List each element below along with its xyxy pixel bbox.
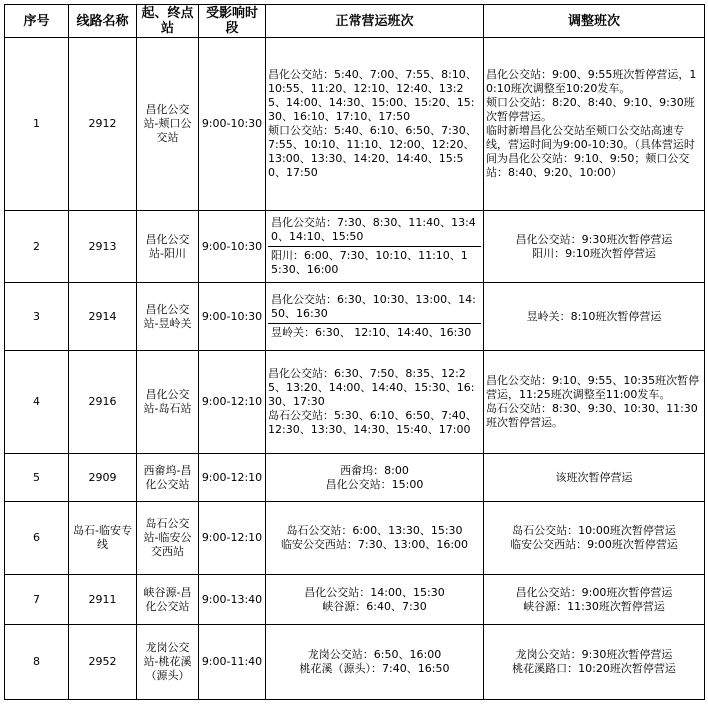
period-cell: 9:00-12:10 bbox=[199, 351, 266, 454]
adjusted-schedule-line: 昌化公交站：9:00班次暂停营运 bbox=[515, 585, 673, 599]
adjusted-schedule-line: 临时新增昌化公交站至颊口公交站高速专线，营运时间为9:00-10:30。（具体营运时间为昌化公交站：9:10、9:50；颊口公交站：8:40、9:20、10:00） bbox=[486, 124, 695, 179]
stops-cell: 昌化公交站-阳川 bbox=[137, 211, 199, 283]
period-cell: 9:00-13:40 bbox=[199, 575, 266, 625]
adjusted-schedule-line: 昌化公交站：9:00、9:55班次暂停营运，10:10班次调整至10:20发车。 bbox=[486, 68, 697, 95]
adjusted-schedule-line: 昌化公交站：9:10、9:55、10:35班次暂停营运，11:25班次调整至11:00发车。 bbox=[486, 374, 700, 401]
normal-schedule-cell bbox=[266, 351, 484, 454]
period-cell: 9:00-10:30 bbox=[199, 283, 266, 351]
period-cell: 9:00-11:40 bbox=[199, 625, 266, 700]
adjusted-schedule-cell bbox=[484, 351, 705, 454]
route-cell: 2911 bbox=[69, 575, 137, 625]
seq-cell: 2 bbox=[5, 211, 69, 283]
normal-schedule-line: 阳川：6:00、7:30、10:10、11:10、15:30、16:00 bbox=[268, 246, 481, 279]
table-row bbox=[5, 625, 705, 700]
adjusted-schedule-cell bbox=[484, 38, 705, 211]
adjusted-schedule-line: 桃花溪路口：10:20班次暂停营运 bbox=[512, 662, 676, 675]
adjusted-schedule-line: 昱岭关：8:10班次暂停营运 bbox=[526, 309, 662, 323]
normal-schedule-cell bbox=[266, 283, 484, 351]
adjusted-schedule-cell bbox=[484, 283, 705, 351]
period-cell: 9:00-12:10 bbox=[199, 454, 266, 502]
seq-cell: 8 bbox=[5, 625, 69, 700]
adjusted-schedule-line: 阳川：9:10班次暂停营运 bbox=[532, 246, 656, 260]
stops-cell: 岛石公交站-临安公交西站 bbox=[137, 502, 199, 575]
normal-schedule-line: 西畲坞：8:00 bbox=[340, 463, 409, 477]
schedule-table bbox=[4, 4, 705, 700]
normal-schedule-line: 龙岗公交站：6:50、16:00 bbox=[307, 648, 442, 661]
stops-cell: 龙岗公交站-桃花溪（源头） bbox=[137, 625, 199, 700]
route-cell: 2916 bbox=[69, 351, 137, 454]
header-normal: 正常营运班次 bbox=[266, 5, 484, 38]
adjusted-schedule-line: 该班次暂停营运 bbox=[555, 470, 633, 484]
normal-schedule-cell bbox=[266, 575, 484, 625]
adjusted-schedule-cell bbox=[484, 575, 705, 625]
seq-cell: 3 bbox=[5, 283, 69, 351]
stops-cell: 昌化公交站-昱岭关 bbox=[137, 283, 199, 351]
header-row bbox=[5, 5, 705, 38]
table-row bbox=[5, 575, 705, 625]
normal-schedule-line: 昌化公交站：15:00 bbox=[325, 477, 424, 491]
seq-cell: 4 bbox=[5, 351, 69, 454]
seq-cell: 6 bbox=[5, 502, 69, 575]
header-seq: 序号 bbox=[5, 5, 69, 38]
normal-schedule-cell bbox=[266, 211, 484, 283]
period-cell: 9:00-10:30 bbox=[199, 38, 266, 211]
header-stops: 起、终点站 bbox=[137, 5, 199, 38]
table-row bbox=[5, 38, 705, 211]
adjusted-schedule-line: 峡谷源：11:30班次暂停营运 bbox=[523, 599, 665, 613]
route-cell: 2952 bbox=[69, 625, 137, 700]
stops-cell: 昌化公交站-岛石站 bbox=[137, 351, 199, 454]
normal-schedule-line: 昱岭关：6:30、 12:10、14:40、16:30 bbox=[268, 323, 481, 342]
header-period: 受影响时段 bbox=[199, 5, 266, 38]
normal-schedule-cell bbox=[266, 38, 484, 211]
seq-cell: 5 bbox=[5, 454, 69, 502]
seq-cell: 1 bbox=[5, 38, 69, 211]
normal-schedule-line: 昌化公交站：6:30、7:50、8:35、12:25、13:20、14:00、14:40、15:30、16:30、17:30 bbox=[268, 367, 475, 408]
normal-schedule-cell bbox=[266, 502, 484, 575]
header-route: 线路名称 bbox=[69, 5, 137, 38]
adjusted-schedule-line: 岛石公交站：10:00班次暂停营运 bbox=[512, 524, 676, 537]
route-cell: 2913 bbox=[69, 211, 137, 283]
table-row bbox=[5, 351, 705, 454]
header-adjust: 调整班次 bbox=[484, 5, 705, 38]
table-row bbox=[5, 502, 705, 575]
adjusted-schedule-line: 龙岗公交站：9:30班次暂停营运 bbox=[515, 648, 673, 661]
normal-schedule-line: 颊口公交站：5:40、6:10、6:50、7:30、7:55、10:10、11:10、12:00、12:20、13:00、13:30、14:20、14:40、15:50、17:50 bbox=[268, 124, 477, 179]
adjusted-schedule-line: 临安公交西站：9:00班次暂停营运 bbox=[510, 538, 678, 551]
stops-cell: 昌化公交站-颊口公交站 bbox=[137, 38, 199, 211]
normal-schedule-line: 峡谷源：6:40、7:30 bbox=[322, 599, 427, 613]
adjusted-schedule-line: 岛石公交站：8:30、9:30、10:30、11:30班次暂停营运。 bbox=[486, 402, 698, 429]
normal-schedule-line: 昌化公交站：5:40、7:00、7:55、8:10、10:55、11:20、12:10、12:40、13:25、14:00、14:30、15:00、15:20、15:30、16:10、17:10、17:50 bbox=[268, 68, 477, 123]
route-cell: 2914 bbox=[69, 283, 137, 351]
stops-cell: 峡谷源-昌化公交站 bbox=[137, 575, 199, 625]
normal-schedule-line: 昌化公交站：6:30、10:30、13:00、14:50、16:30 bbox=[271, 293, 476, 320]
normal-schedule-line: 桃花溪（源头）：7:40、16:50 bbox=[299, 662, 450, 675]
period-cell: 9:00-12:10 bbox=[199, 502, 266, 575]
adjusted-schedule-cell bbox=[484, 502, 705, 575]
adjusted-schedule-cell bbox=[484, 454, 705, 502]
table-row bbox=[5, 454, 705, 502]
route-cell: 岛石-临安专线 bbox=[69, 502, 137, 575]
route-cell: 2912 bbox=[69, 38, 137, 211]
normal-schedule-cell bbox=[266, 625, 484, 700]
normal-schedule-line: 岛石公交站：5:30、6:10、6:50、7:40、12:30、13:30、14:30、15:40、17:00 bbox=[268, 409, 477, 436]
period-cell: 9:00-10:30 bbox=[199, 211, 266, 283]
normal-schedule-line: 岛石公交站：6:00、13:30、15:30 bbox=[286, 524, 463, 537]
table-row bbox=[5, 211, 705, 283]
route-cell: 2909 bbox=[69, 454, 137, 502]
normal-schedule-line: 昌化公交站：7:30、8:30、11:40、13:40、14:10、15:50 bbox=[271, 216, 476, 243]
adjusted-schedule-line: 颊口公交站：8:20、8:40、9:10、9:30班次暂停营运。 bbox=[486, 96, 695, 123]
seq-cell: 7 bbox=[5, 575, 69, 625]
stops-cell: 西畲坞-昌化公交站 bbox=[137, 454, 199, 502]
normal-schedule-cell bbox=[266, 454, 484, 502]
adjusted-schedule-cell bbox=[484, 211, 705, 283]
schedule-sheet bbox=[4, 4, 705, 700]
adjusted-schedule-cell bbox=[484, 625, 705, 700]
adjusted-schedule-line: 昌化公交站：9:30班次暂停营运 bbox=[515, 232, 673, 246]
normal-schedule-line: 临安公交西站：7:30、13:00、16:00 bbox=[280, 538, 469, 551]
table-row bbox=[5, 283, 705, 351]
normal-schedule-line: 昌化公交站：14:00、15:30 bbox=[304, 585, 445, 599]
